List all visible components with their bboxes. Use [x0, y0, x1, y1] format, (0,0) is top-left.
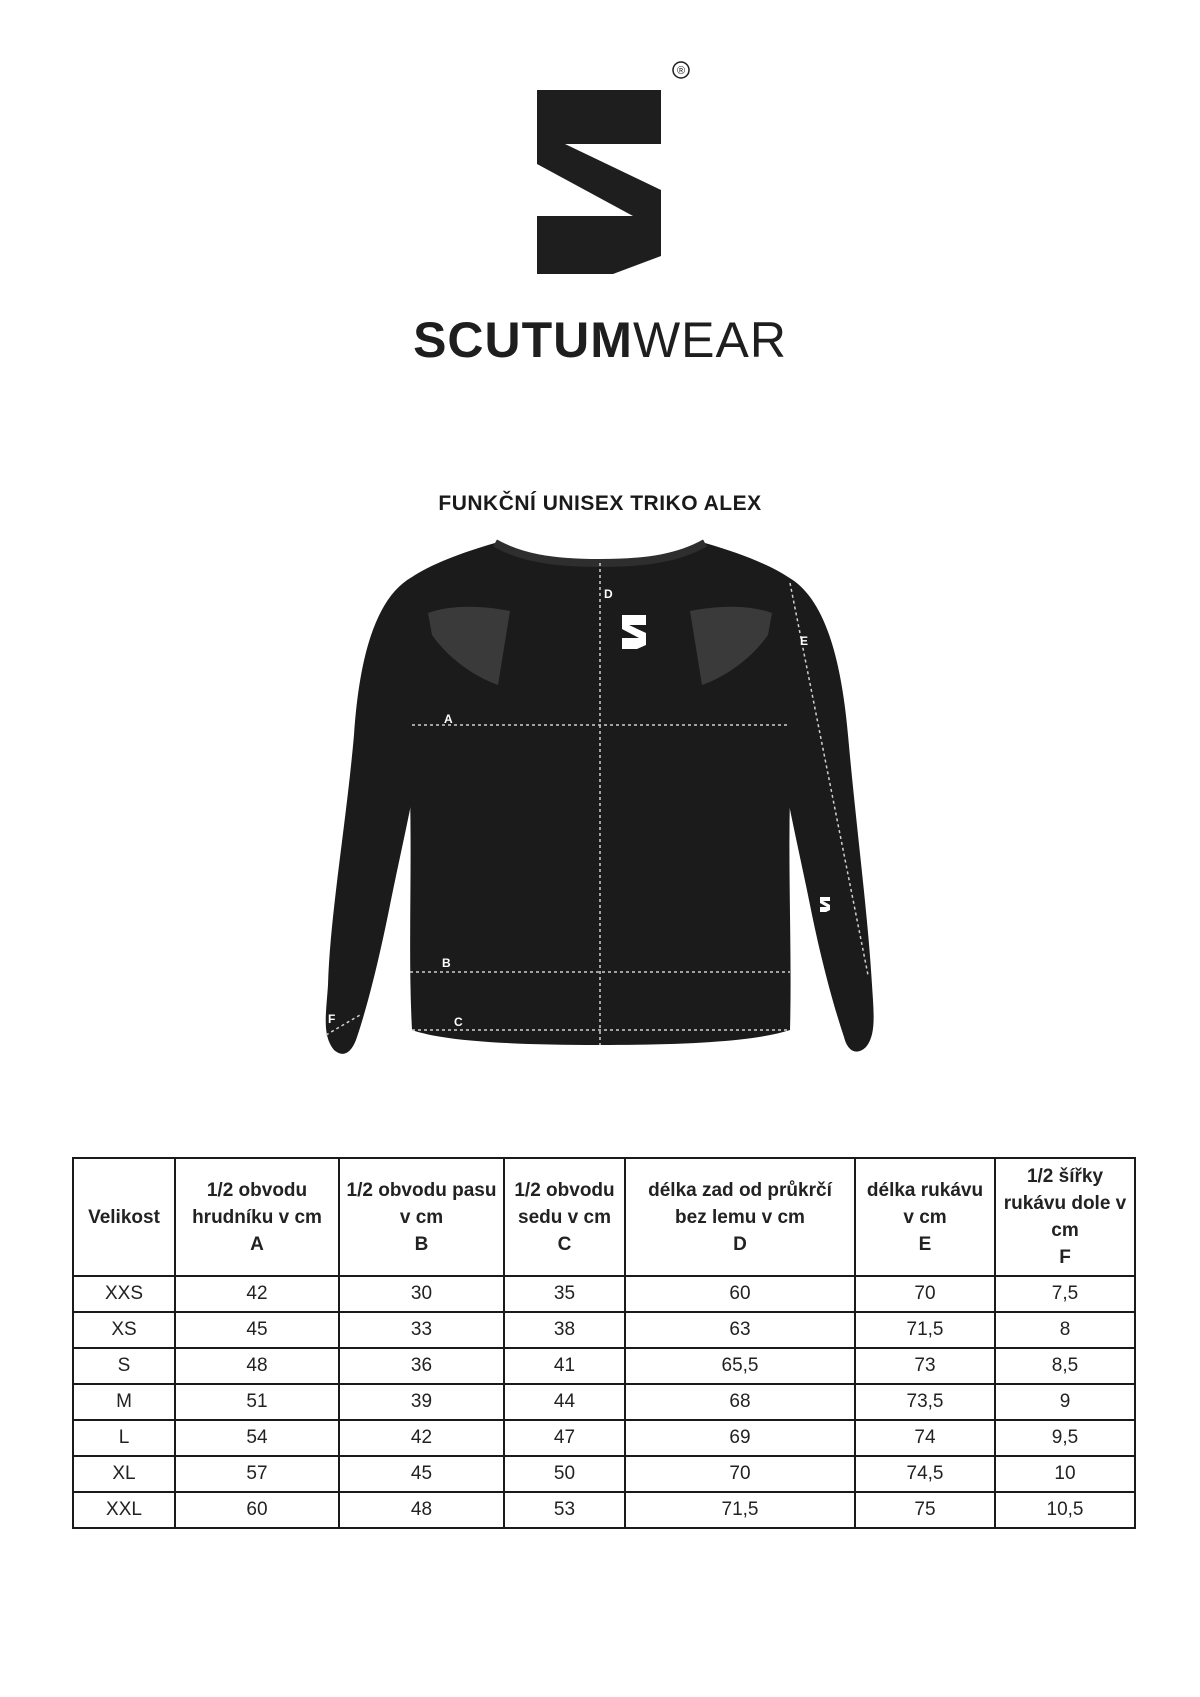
table-cell: 10 — [995, 1456, 1135, 1492]
table-cell: 9 — [995, 1384, 1135, 1420]
label-d: D — [604, 587, 613, 601]
table-cell: XS — [73, 1312, 175, 1348]
table-cell: XL — [73, 1456, 175, 1492]
product-title: FUNKČNÍ UNISEX TRIKO ALEX — [438, 492, 762, 515]
table-cell: 36 — [339, 1348, 504, 1384]
table-row — [73, 1456, 1135, 1492]
table-cell: 73 — [855, 1348, 995, 1384]
table-cell: 44 — [504, 1384, 625, 1420]
table-row — [73, 1492, 1135, 1528]
label-f: F — [328, 1012, 336, 1026]
table-cell: 70 — [625, 1456, 855, 1492]
table-cell: XXL — [73, 1492, 175, 1528]
table-cell: 48 — [175, 1348, 339, 1384]
table-cell: 35 — [504, 1276, 625, 1312]
header-size: Velikost — [73, 1158, 175, 1276]
brand-logo-icon — [537, 56, 697, 274]
table-cell: 65,5 — [625, 1348, 855, 1384]
table-row — [73, 1312, 1135, 1348]
table-cell: 45 — [175, 1312, 339, 1348]
table-cell: 75 — [855, 1492, 995, 1528]
table-cell: 45 — [339, 1456, 504, 1492]
table-cell: 57 — [175, 1456, 339, 1492]
table-cell: 68 — [625, 1384, 855, 1420]
table-header-row — [73, 1158, 1135, 1276]
header-waist: 1/2 obvodu pasu v cm B — [339, 1158, 504, 1276]
table-cell: 60 — [175, 1492, 339, 1528]
table-cell: 8,5 — [995, 1348, 1135, 1384]
table-cell: 60 — [625, 1276, 855, 1312]
table-row — [73, 1384, 1135, 1420]
table-cell: 74,5 — [855, 1456, 995, 1492]
table-cell: 71,5 — [855, 1312, 995, 1348]
shirt-left-sleeve — [326, 577, 420, 1054]
table-cell: 41 — [504, 1348, 625, 1384]
table-cell: 33 — [339, 1312, 504, 1348]
table-cell: L — [73, 1420, 175, 1456]
table-cell: 54 — [175, 1420, 339, 1456]
table-cell: 73,5 — [855, 1384, 995, 1420]
table-cell: 71,5 — [625, 1492, 855, 1528]
table-cell: 47 — [504, 1420, 625, 1456]
header-sleeve-width: 1/2 šířky rukávu dole v cm F — [995, 1158, 1135, 1276]
table-cell: 63 — [625, 1312, 855, 1348]
table-cell: 8 — [995, 1312, 1135, 1348]
header-sleeve-length: délka rukávu v cm E — [855, 1158, 995, 1276]
table-cell: 42 — [339, 1420, 504, 1456]
label-c: C — [454, 1015, 463, 1029]
brand-name-bold: SCUTUM — [413, 312, 633, 368]
table-row — [73, 1276, 1135, 1312]
table-cell: M — [73, 1384, 175, 1420]
table-cell: 38 — [504, 1312, 625, 1348]
table-cell: 51 — [175, 1384, 339, 1420]
brand-wordmark — [0, 310, 1200, 370]
table-cell: 9,5 — [995, 1420, 1135, 1456]
table-cell: 70 — [855, 1276, 995, 1312]
table-cell: 48 — [339, 1492, 504, 1528]
table-cell: 39 — [339, 1384, 504, 1420]
shirt-right-sleeve — [780, 577, 874, 1052]
brand-name-light: WEAR — [632, 312, 787, 368]
table-cell: 50 — [504, 1456, 625, 1492]
table-cell: 69 — [625, 1420, 855, 1456]
table-row — [73, 1348, 1135, 1384]
label-b: B — [442, 956, 451, 970]
shirt-measurement-diagram — [320, 535, 880, 1070]
table-cell: 74 — [855, 1420, 995, 1456]
table-cell: 30 — [339, 1276, 504, 1312]
table-cell: 10,5 — [995, 1492, 1135, 1528]
table-cell: 42 — [175, 1276, 339, 1312]
table-row — [73, 1420, 1135, 1456]
table-cell: XXS — [73, 1276, 175, 1312]
table-cell: S — [73, 1348, 175, 1384]
label-e: E — [800, 634, 809, 648]
size-chart-table — [72, 1157, 1136, 1529]
table-cell: 7,5 — [995, 1276, 1135, 1312]
header-back-length: délka zad od průkrčí bez lemu v cm D — [625, 1158, 855, 1276]
registered-mark: ® — [676, 65, 686, 77]
header-chest: 1/2 obvodu hrudníku v cm A — [175, 1158, 339, 1276]
header-hips: 1/2 obvodu sedu v cm C — [504, 1158, 625, 1276]
label-a: A — [444, 712, 453, 726]
table-cell: 53 — [504, 1492, 625, 1528]
